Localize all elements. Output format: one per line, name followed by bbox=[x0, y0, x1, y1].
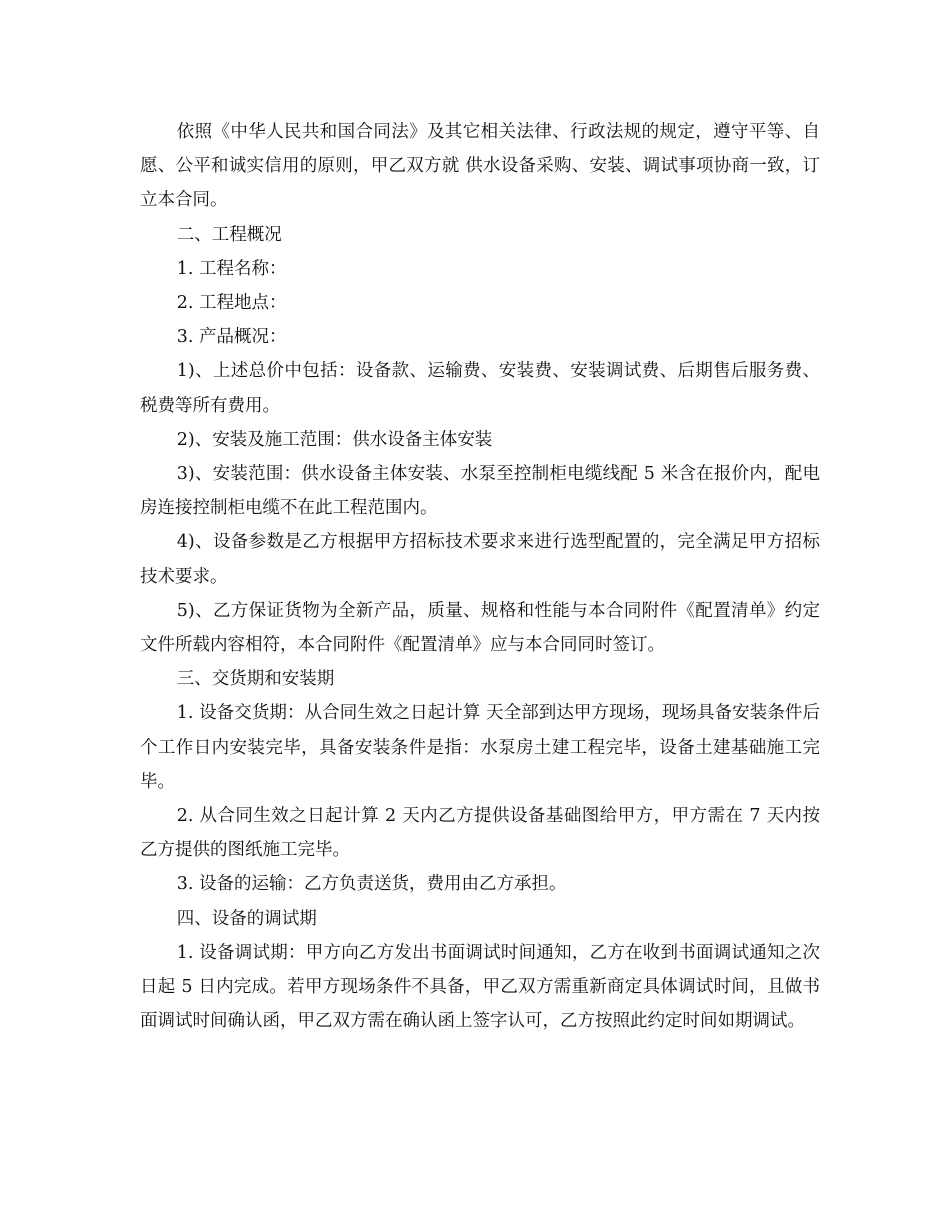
paragraph-commissioning-period: 1. 设备调试期：甲方向乙方发出书面调试时间通知，乙方在收到书面调试通知之次日起 5 日内完成。若甲方现场条件不具备，甲乙双方需重新商定具体调试时间，且做书面调试时间确认函，甲乙双方需在确认函上签字认可，乙方按照此约定时间如期调试。 bbox=[140, 942, 820, 1032]
paragraph-equipment-parameters: 4)、设备参数是乙方根据甲方招标技术要求来进行选型配置的，完全满足甲方招标技术要求。 bbox=[140, 532, 820, 587]
paragraph-transport: 3. 设备的运输：乙方负责送货，费用由乙方承担。 bbox=[176, 874, 567, 895]
paragraph-project-name: 1. 工程名称： bbox=[176, 258, 287, 279]
paragraph-product-overview: 3. 产品概况： bbox=[176, 327, 287, 348]
paragraph-delivery-period: 1. 设备交货期：从合同生效之日起计算 天全部到达甲方现场，现场具备安装条件后个工作日内安装完毕，具备安装条件是指：水泵房土建工程完毕，设备土建基础施工完毕。 bbox=[140, 703, 820, 792]
paragraph-goods-guarantee: 5)、乙方保证货物为全新产品，质量、规格和性能与本合同附件《配置清单》约定文件所载内容相符，本合同附件《配置清单》应与本合同同时签订。 bbox=[140, 600, 820, 656]
paragraph-project-location: 2. 工程地点： bbox=[176, 293, 287, 314]
heading-delivery-installation: 三、交货期和安装期 bbox=[176, 669, 335, 690]
contract-page bbox=[140, 115, 820, 1038]
paragraph-preamble: 依照《中华人民共和国合同法》及其它相关法律、行政法规的规定，遵守平等、自愿、公平和诚实信用的原则，甲乙双方就 供水设备采购、安装、调试事项协商一致，订立本合同。 bbox=[140, 122, 820, 211]
paragraph-installation-scope: 3)、安装范围：供水设备主体安装、水泵至控制柜电缆线配 5 米含在报价内，配电房连接控制柜电缆不在此工程范围内。 bbox=[140, 464, 820, 519]
paragraph-total-price-items: 1)、上述总价中包括：设备款、运输费、安装费、安装调试费、后期售后服务费、税费等所有费用。 bbox=[140, 361, 820, 416]
paragraph-construction-scope: 2)、安装及施工范围：供水设备主体安装 bbox=[176, 429, 493, 450]
heading-commissioning-period: 四、设备的调试期 bbox=[176, 908, 317, 929]
heading-project-overview: 二、工程概况 bbox=[176, 224, 282, 245]
paragraph-foundation-drawing: 2. 从合同生效之日起计算 2 天内乙方提供设备基础图给甲方，甲方需在 7 天内按乙方提供的图纸施工完毕。 bbox=[140, 806, 820, 861]
